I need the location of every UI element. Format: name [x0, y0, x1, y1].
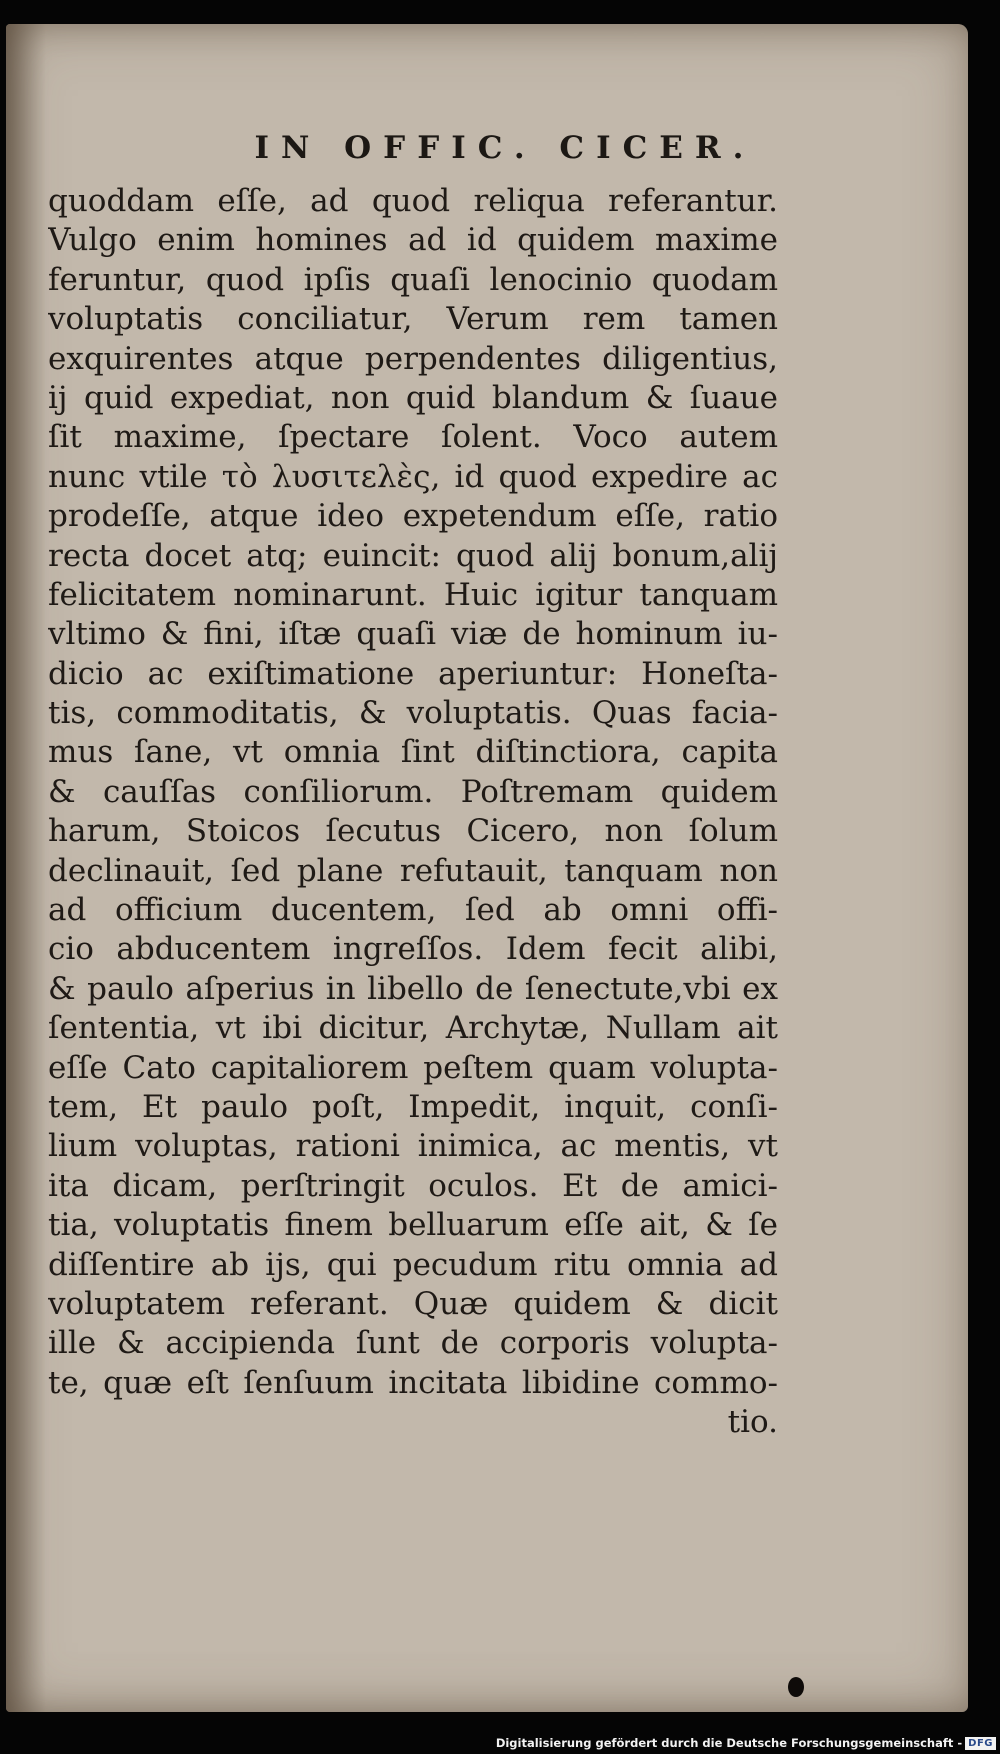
body-text: [48, 182, 778, 1443]
text-line: ille & accipienda ſunt de corporis volupta-: [48, 1325, 778, 1362]
text-line: mus ſane, vt omnia ſint diſtinctiora, capita: [48, 734, 778, 771]
text-line: felicitatem nominarunt. Huic igitur tanquam: [48, 576, 778, 613]
running-head: IN OFFIC. CICER.: [254, 130, 756, 166]
text-line: & cauſſas conſiliorum. Poſtremam quidem: [48, 773, 778, 810]
digitization-credit: [496, 1736, 996, 1750]
text-line: Vulgo enim homines ad id quidem maxime: [48, 222, 778, 259]
text-line: dicio ac exiſtimatione aperiuntur: Honeſta-: [48, 655, 778, 692]
text-line: exquirentes atque perpendentes diligentius,: [48, 340, 778, 377]
text-line: recta docet atq; euincit: quod alij bonum,alij: [48, 537, 778, 574]
text-line: declinauit, ſed plane refutauit, tanquam non: [48, 852, 778, 889]
text-line: quoddam eſſe, ad quod reliqua referantur.: [48, 183, 778, 219]
text-line: ſit maxime, ſpectare ſolent. Voco autem: [48, 419, 778, 456]
text-line: prodeſſe, atque ideo expetendum eſſe, ratio: [48, 498, 778, 535]
text-line: cio abducentem ingreſſos. Idem fecit alibi,: [48, 931, 778, 968]
text-line: lium voluptas, rationi inimica, ac mentis, vt: [48, 1128, 778, 1165]
text-line: ſententia, vt ibi dicitur, Archytæ, Nullam ait: [48, 1010, 778, 1047]
text-line: tia, voluptatis finem belluarum eſſe ait, & ſe: [48, 1207, 778, 1244]
text-line: voluptatis conciliatur, Verum rem tamen: [48, 301, 778, 338]
text-line: ad officium ducentem, ſed ab omni offi-: [48, 892, 778, 929]
ink-smudge: [788, 1677, 804, 1697]
dfg-logo: DFG: [965, 1737, 996, 1750]
credit-text: Digitalisierung gefördert durch die Deutsche Forschungsgemeinschaft -: [495, 1736, 963, 1750]
text-line: te, quæ eſt ſenſuum incitata libidine commo-: [48, 1364, 778, 1401]
text-line: & paulo aſperius in libello de ſenectute,vbi ex: [48, 970, 778, 1007]
text-line: ita dicam, perſtringit oculos. Et de amici-: [48, 1167, 778, 1204]
text-line: nunc vtile τὸ λυσιτελὲς, id quod expedire ac: [48, 458, 778, 495]
text-line: voluptatem referant. Quæ quidem & dicit: [48, 1285, 778, 1322]
text-line: vltimo & fini, iſtæ quaſi viæ de hominum iu-: [48, 616, 778, 653]
text-line: diſſentire ab ijs, qui pecudum ritu omnia ad: [48, 1246, 778, 1283]
text-line-catchword: tio.: [727, 1404, 778, 1441]
text-line: tis, commoditatis, & voluptatis. Quas facia-: [48, 695, 778, 732]
text-line: feruntur, quod ipſis quaſi lenocinio quodam: [48, 261, 778, 298]
text-line: harum, Stoicos ſecutus Cicero, non ſolum: [48, 813, 778, 850]
text-line: eſſe Cato capitaliorem peſtem quam volupta-: [48, 1049, 778, 1086]
text-line: ij quid expediat, non quid blandum & ſuaue: [48, 379, 778, 416]
text-line: tem, Et paulo poſt, Impedit, inquit, conſi-: [48, 1088, 778, 1125]
